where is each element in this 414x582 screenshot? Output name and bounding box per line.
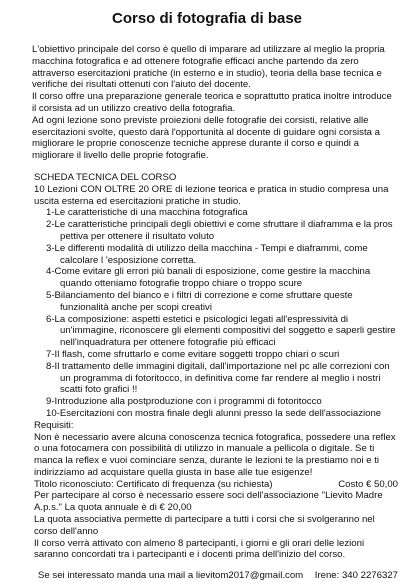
tech-heading: SCHEDA TECNICA DEL CORSO: [34, 171, 177, 183]
cost-text: Costo € 50,00: [338, 478, 398, 490]
lesson-item: 5-Bilanciamento del bianco e i filtri di correzione e come sfruttare queste funzionalità anche per scopi creativi: [46, 289, 353, 313]
lesson-item: 6-La composizione: aspetti estetici e psicologici legati all'espressività di un'immagine, riconoscere gli elementi compositivi del soggetto e saperli gestire nell'inquadratura per ottenere fotografie più efficaci: [46, 313, 396, 349]
intro-section: [32, 44, 398, 162]
requisites-label: Requisiti:: [34, 419, 74, 431]
tech-sheet-section: [34, 172, 398, 561]
lesson-item: 7-Il flash, come sfruttarlo e come evitare soggetti troppo chiari o scuri: [46, 348, 340, 360]
phone-contact: Irene: 340 2276327: [314, 570, 398, 582]
certificate-row: [34, 479, 398, 491]
membership-note: La quota associativa permette di partecipare a tutti i corsi che si svolgeranno nel corso dell'anno: [34, 514, 375, 537]
email-contact: Se sei interessato manda una mail a lievitom2017@gmail.com: [38, 570, 304, 582]
intro-paragraph: Il corso offre una preparazione generale teorica e soprattutto pratica inoltre introduce il corsista ad un utilizzo creativo della fotografia.: [32, 91, 392, 114]
lesson-item: 3-Le differenti modalità di utilizzo della macchina - Tempi e diaframmi, come calcolare l 'esposizione corretta.: [46, 242, 368, 266]
lesson-item: 2-Le caratteristiche principali degli obiettivi e come sfruttare il diaframma e la pros pettiva per ottenere il risultato voluto: [46, 219, 393, 242]
intro-paragraph: Ad ogni lezione sono previste proiezioni delle fotografie dei corsisti, relative alle esercitazioni svolte, questo darà l'opportunità al docente di guidare ogni corsista a migliorare le proprie conoscenze tecniche apprese durante il corso e quindi a migliorare il livello delle proprie fotografie.: [32, 114, 380, 162]
lesson-item: 8-Il trattamento delle immagini digitali, dall'importazione nel pc alle correzioni con un programma di fotoritocco, in definitiva come far rendere al meglio i nostri scatti foto grafici !!: [46, 360, 390, 396]
lesson-item: 1-Le caratteristiche di una macchina fotografica: [46, 207, 248, 219]
lesson-list: [34, 207, 398, 419]
lesson-item: 10-Esercitazioni con mostra finale degli alunni presso la sede dell'associazione: [46, 407, 382, 419]
certificate-text: Titolo riconosciuto: Certificato di frequenza (su richiesta): [34, 478, 273, 490]
requisites-text: Non è necessario avere alcuna conoscenza tecnica fotografica, possedere una reflex o una fotocamera con possibilità di utilizzo in manuale a pellicola o digitale. Se ti manca la reflex e vuoi cominciare senza, durante le lezioni te la prestiamo noi e ti indirizziamo ad acquistare quella giusta in base alle tue esigenze!: [34, 431, 396, 478]
tech-summary: 10 Lezioni CON OLTRE 20 ORE di lezione teorica e pratica in studio compresa una uscita esterna ed esercitazioni pratiche in studio.: [34, 183, 389, 207]
contact-footer: [38, 570, 398, 582]
activation-text: Il corso verrà attivato con almeno 8 partecipanti, i giorni e gli orari delle lezioni saranno concordati tra i partecipanti e i docenti prima dell'inizio del corso.: [34, 537, 365, 561]
intro-paragraph: L'obiettivo principale del corso è quello di imparare ad utilizzare al meglio la propria macchina fotografica e ad ottenere fotografie efficaci anche partendo da zero attraverso esercitazioni pratiche (in esterno e in studio), teoria della base tecnica e verifiche dei risultati ottenuti con l'aiuto del docente.: [32, 44, 385, 91]
page-title: Corso di fotografia di base: [111, 10, 303, 27]
lesson-item: 9-Introduzione alla postproduzione con i programmi di fotoritocco: [46, 396, 322, 408]
membership-text: Per partecipare al corso è necessario essere soci dell'associazione "Lievito Madre A.p.s." La quota annuale è di € 20,00: [34, 490, 383, 514]
lesson-item: 4-Come evitare gli errori più banali di esposizione, come gestire la macchina quando otteniamo fotografie troppo chiare o troppo scure: [46, 266, 371, 290]
